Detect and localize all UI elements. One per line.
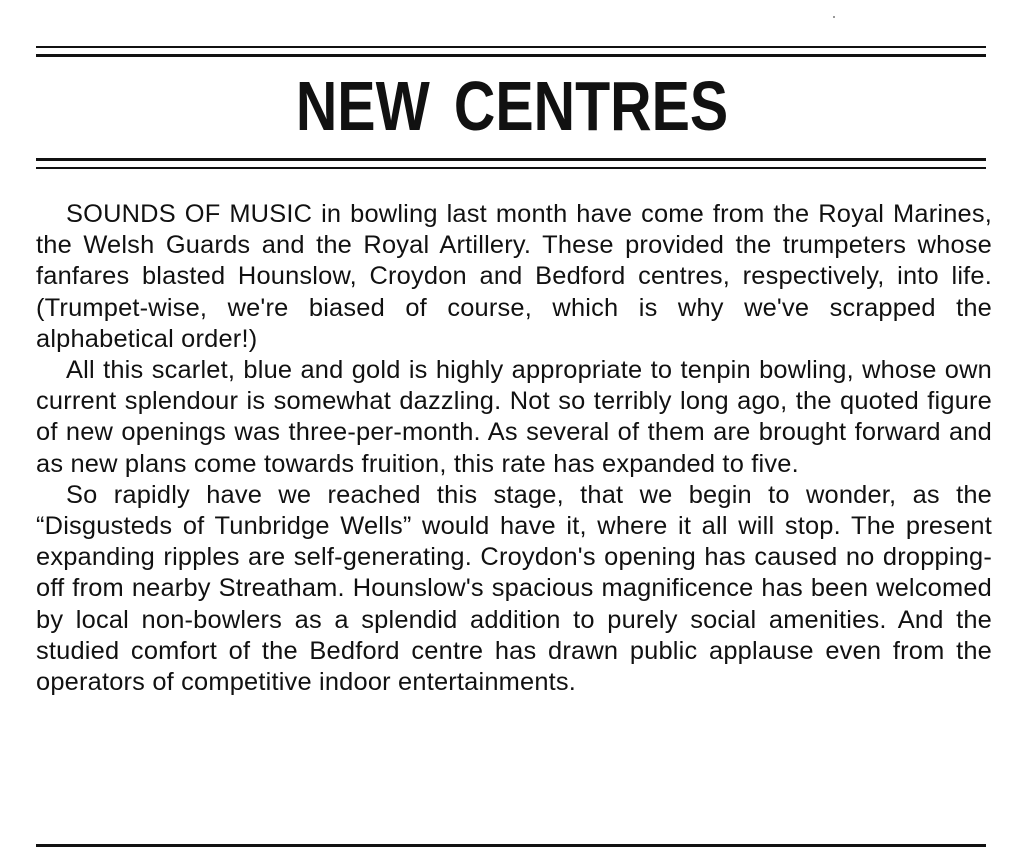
paragraph-3: So rapidly have we reached this stage, that we begin to wonder, as the “Disgusteds of Tunbridge Wells” would have it, where it all will stop. The present expanding ripples are self-generating. Croydon's opening has caused no dropping-off from nearby Streatham. Hounslow's spacious magnificence has been welcomed by local non-bowlers as a splendid addition to purely social amenities. And the studied comfort of the Bedford centre has drawn public applause even from the operators of competitive indoor entertainments. [36, 480, 992, 697]
paragraph-1 [36, 199, 992, 355]
page-title: NEW CENTRES [295, 67, 729, 145]
article-body [36, 199, 992, 698]
paragraph-2: All this scarlet, blue and gold is highly appropriate to tenpin bowling, whose own current splendour is somewhat dazzling. Not so terribly long ago, the quoted figure of new openings was three-per-month. As several of them are brought forward and as new plans come towards fruition, this rate has expanded to five. [36, 356, 992, 478]
top-rule-thick [36, 54, 986, 57]
title-rule-thick [36, 158, 986, 161]
top-rule-thin [36, 46, 986, 48]
speck-mark [833, 16, 835, 18]
paragraph-1-text: in bowling last month have come from the Royal Marines, the Welsh Guards and the Royal Artillery. These provided the trumpeters whose fanfares blasted Hounslow, Croydon and Bedford centres, respectively, into life. (Trumpet-wise, we're biased of course, which is why we've scrapped the alphabetical order!) [36, 200, 993, 353]
title-rule-thin [36, 167, 986, 169]
bottom-rule [36, 844, 986, 847]
paragraph-1-lead: SOUNDS OF MUSIC [66, 200, 313, 228]
